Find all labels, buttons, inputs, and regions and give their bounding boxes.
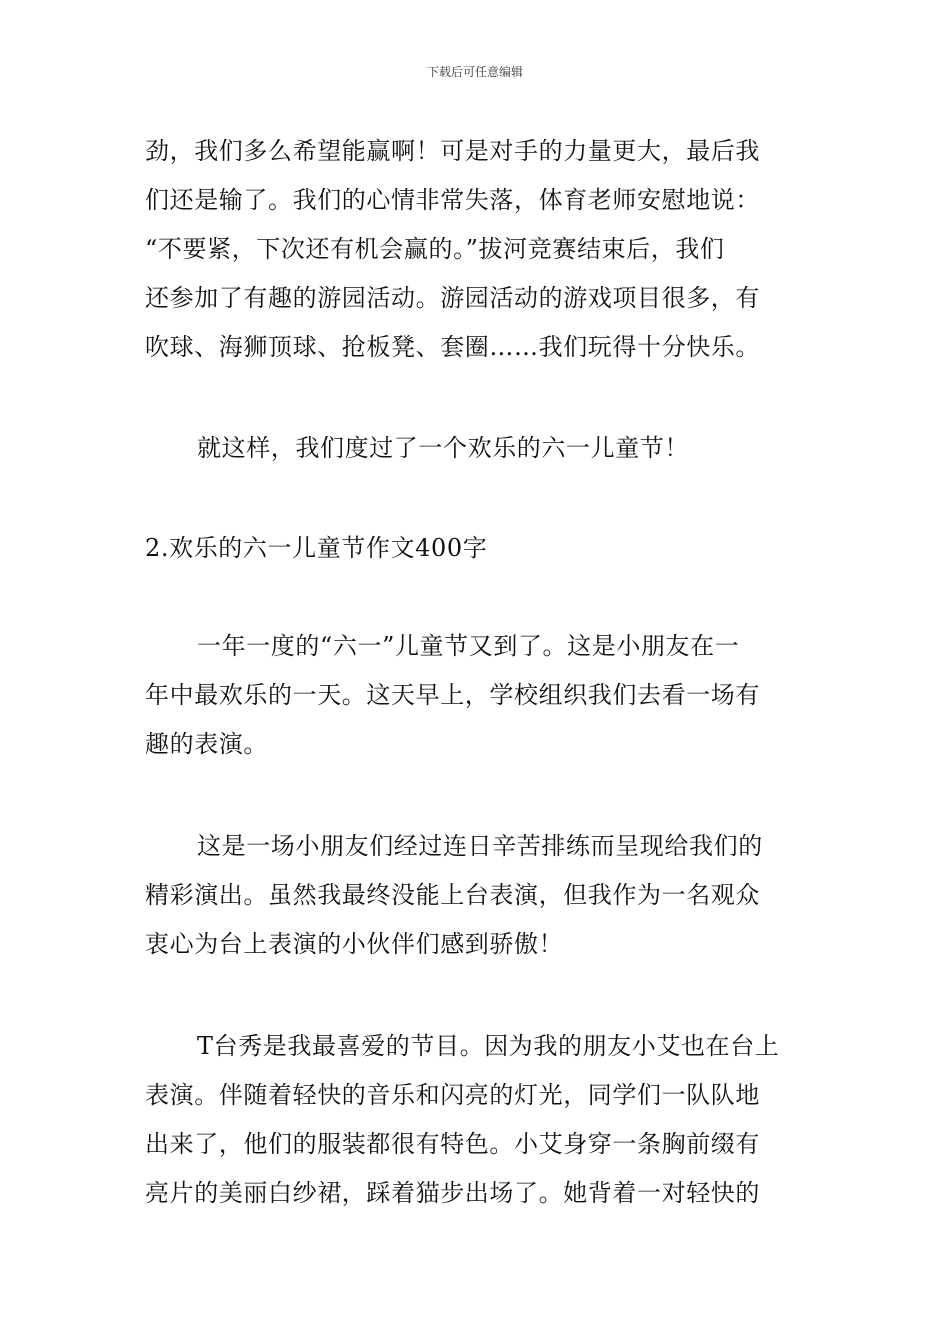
- text-line: 年中最欢乐的一天。这天早上，学校组织我们去看一场有: [145, 681, 760, 709]
- text-line: 劲，我们多么希望能赢啊！可是对手的力量更大，最后我: [145, 137, 760, 165]
- paragraph-intro: [145, 622, 807, 769]
- text-line: 趣的表演。: [145, 730, 268, 758]
- text-line: 衷心为台上表演的小伙伴们感到骄傲！: [145, 930, 564, 958]
- paragraph-t-show: [145, 1022, 807, 1218]
- text-line: T台秀是我最喜爱的节目。因为我的朋友小艾也在台上: [197, 1032, 780, 1060]
- paragraph-tug-of-war: [145, 127, 807, 372]
- section-title: 2.欢乐的六一儿童节作文400字: [145, 534, 488, 562]
- text-line: 吹球、海狮顶球、抢板凳、套圈……我们玩得十分快乐。: [145, 333, 760, 361]
- paragraph-conclusion: [145, 424, 807, 473]
- text-line: 们还是输了。我们的心情非常失落，体育老师安慰地说：: [145, 186, 760, 214]
- page-header: 下载后可任意编辑: [426, 65, 523, 79]
- text-line: 一年一度的“六一”儿童节又到了。这是小朋友在一: [197, 632, 740, 660]
- text-line: “不要紧，下次还有机会赢的。”拔河竞赛结束后，我们: [145, 235, 725, 263]
- text-line: 精彩演出。虽然我最终没能上台表演，但我作为一名观众: [145, 881, 760, 909]
- text-line: 这是一场小朋友们经过连日辛苦排练而呈现给我们的: [197, 832, 763, 860]
- paragraph-performance: [145, 822, 807, 969]
- text-line: 就这样，我们度过了一个欢乐的六一儿童节！: [197, 434, 689, 462]
- text-line: 亮片的美丽白纱裙，踩着猫步出场了。她背着一对轻快的: [145, 1179, 760, 1207]
- text-line: 表演。伴随着轻快的音乐和闪亮的灯光，同学们一队队地: [145, 1081, 760, 1109]
- section-heading: [145, 524, 807, 573]
- text-line: 出来了，他们的服装都很有特色。小艾身穿一条胸前缀有: [145, 1130, 760, 1158]
- text-line: 还参加了有趣的游园活动。游园活动的游戏项目很多，有: [145, 284, 760, 312]
